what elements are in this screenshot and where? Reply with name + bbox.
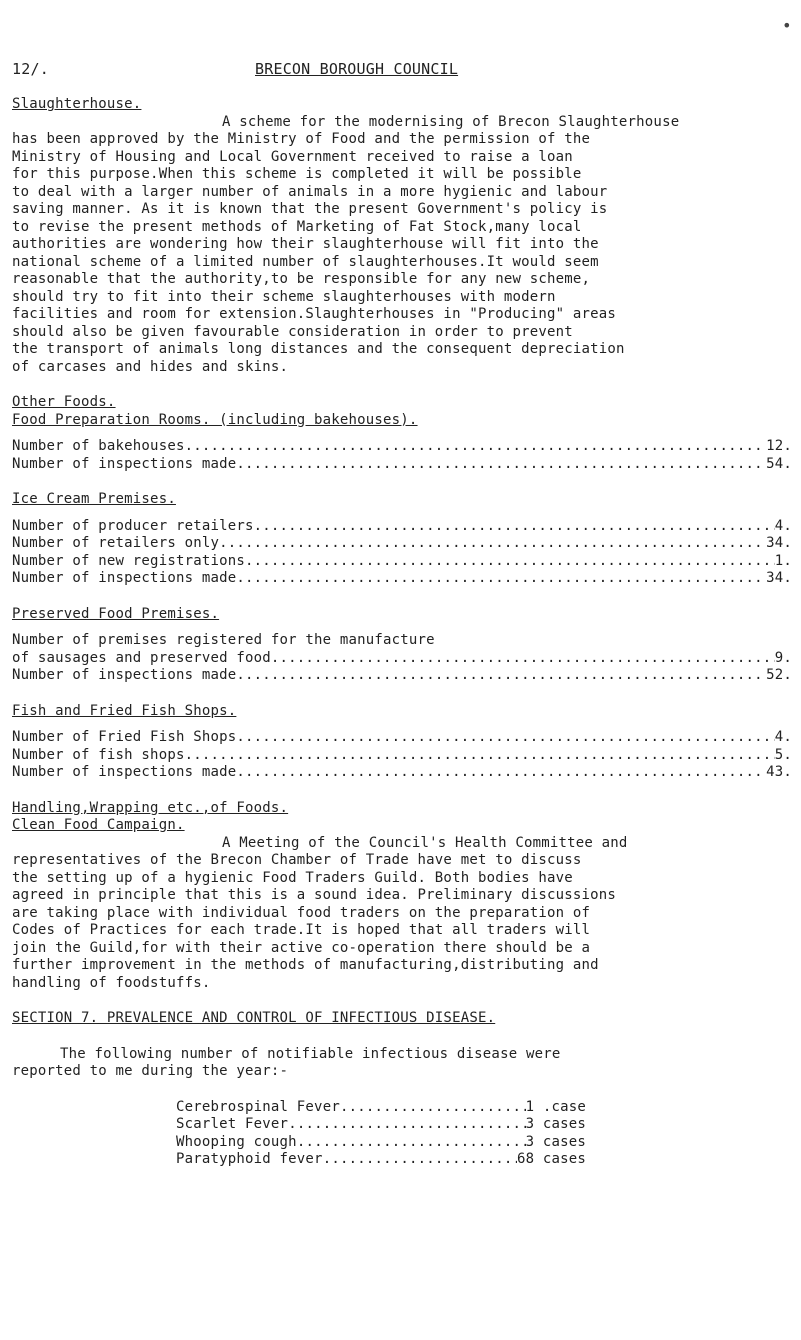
list-item xyxy=(12,747,792,765)
paragraph-line: are taking place with individual food traders on the preparation of xyxy=(12,904,591,921)
item-label: Number of inspections made xyxy=(12,764,237,780)
item-value: 34. xyxy=(766,570,792,586)
list-item xyxy=(12,764,792,782)
paragraph-line: for this purpose.When this scheme is completed it will be possible xyxy=(12,166,582,182)
paragraph-line: Codes of Practices for each trade.It is hoped that all traders will xyxy=(12,922,591,938)
list-item xyxy=(12,729,792,747)
disease-list xyxy=(176,1099,586,1169)
item-value: 5. xyxy=(774,746,792,763)
paragraph-line: of carcases and hides and skins. xyxy=(12,358,289,375)
item-label: Number of retailers only xyxy=(12,535,220,551)
item-value: 3 cases xyxy=(525,1116,586,1132)
paragraph-line: Ministry of Housing and Local Government received to raise a loan xyxy=(12,148,573,165)
paragraph-line: the setting up of a hygienic Food Traders Guild. Both bodies have xyxy=(12,869,573,886)
paragraph-line: reasonable that the authority,to be responsible for any new scheme, xyxy=(12,271,591,287)
dot-leader xyxy=(340,1099,526,1117)
item-label: Number of inspections made xyxy=(12,455,237,472)
dot-leader xyxy=(236,729,774,747)
item-value: 68 cases xyxy=(516,1151,586,1167)
item-label: Number of inspections made xyxy=(12,667,237,683)
list-item xyxy=(12,518,792,536)
other-foods-heading: Other Foods. xyxy=(12,394,116,410)
item-label: Number of bakehouses xyxy=(12,438,185,454)
corner-mark: • xyxy=(782,16,792,35)
clean-food-subheading: Clean Food Campaign. xyxy=(12,817,185,833)
item-value: 1 .case xyxy=(525,1098,586,1115)
dot-leader xyxy=(236,764,766,782)
list-item xyxy=(12,570,792,588)
dot-leader xyxy=(245,553,775,571)
dot-leader xyxy=(271,650,775,668)
fish-shops-heading: Fish and Fried Fish Shops. xyxy=(12,702,237,719)
dot-leader xyxy=(236,456,766,474)
dot-leader xyxy=(323,1151,517,1169)
paragraph-line: authorities are wondering how their slaughterhouse will fit into the xyxy=(12,236,599,252)
dot-leader xyxy=(236,570,766,588)
paragraph-line: should also be given favourable consideration in order to prevent xyxy=(12,323,573,340)
item-value: 1. xyxy=(774,552,792,569)
item-value: 34. xyxy=(766,535,792,551)
list-item xyxy=(176,1116,586,1134)
document-body xyxy=(12,96,792,1169)
item-label: Scarlet Fever xyxy=(176,1116,289,1132)
item-label: Number of new registrations xyxy=(12,552,245,569)
paragraph-line: saving manner. As it is known that the present Government's policy is xyxy=(12,201,608,217)
paragraph-line: to deal with a larger number of animals in a more hygienic and labour xyxy=(12,183,608,200)
paragraph-line: The following number of notifiable infectious disease were xyxy=(60,1045,561,1062)
food-preparation-subheading: Food Preparation Rooms. (including bakehouses). xyxy=(12,411,418,428)
list-item xyxy=(12,650,792,668)
paragraph-line: facilities and room for extension.Slaughterhouses in "Producing" areas xyxy=(12,306,617,322)
item-label: Paratyphoid fever xyxy=(176,1151,323,1167)
slaughterhouse-paragraph xyxy=(12,114,792,377)
paragraph-line: A scheme for the modernising of Brecon Slaughterhouse xyxy=(222,113,680,130)
item-label: Whooping cough xyxy=(176,1133,297,1150)
paragraph-line: further improvement in the methods of manufacturing,distributing and xyxy=(12,957,599,973)
page-title: BRECON BOROUGH COUNCIL xyxy=(255,60,459,78)
list-item xyxy=(176,1151,586,1169)
list-item xyxy=(12,438,792,456)
paragraph-line: A Meeting of the Council's Health Committee and xyxy=(222,834,628,851)
paragraph-line: national scheme of a limited number of slaughterhouses.It would seem xyxy=(12,253,599,270)
item-value: 52. xyxy=(766,667,792,683)
dot-leader xyxy=(297,1134,526,1152)
item-label: Number of producer retailers xyxy=(12,517,254,534)
item-value: 4. xyxy=(774,729,792,745)
list-item xyxy=(12,553,792,571)
section-7-heading: SECTION 7. PREVALENCE AND CONTROL OF INFECTIOUS DISEASE. xyxy=(12,1010,496,1026)
slaughterhouse-heading: Slaughterhouse. xyxy=(12,96,142,112)
item-value: 12. xyxy=(766,438,792,454)
item-value: 43. xyxy=(766,764,792,780)
list-item xyxy=(176,1099,586,1117)
item-value: 3 cases xyxy=(525,1133,586,1150)
paragraph-line: the transport of animals long distances and the consequent depreciation xyxy=(12,341,625,357)
item-label: Number of inspections made xyxy=(12,570,237,586)
list-item xyxy=(12,667,792,685)
item-value: 4. xyxy=(774,517,792,534)
dot-leader xyxy=(288,1116,525,1134)
list-item xyxy=(12,535,792,553)
item-label: Number of fish shops xyxy=(12,746,185,763)
dot-leader xyxy=(185,747,775,765)
paragraph-line: handling of foodstuffs. xyxy=(12,974,211,991)
item-label: Number of Fried Fish Shops xyxy=(12,729,237,745)
item-value: 54. xyxy=(766,455,792,472)
list-item xyxy=(176,1134,586,1152)
page-number: 12/. xyxy=(12,60,49,78)
list-item-text: Number of premises registered for the manufacture xyxy=(12,632,435,648)
handling-paragraph xyxy=(12,835,792,993)
dot-leader xyxy=(254,518,775,536)
paragraph-line: join the Guild,for with their active co-operation there should be a xyxy=(12,939,591,956)
dot-leader xyxy=(236,667,766,685)
handling-heading: Handling,Wrapping etc.,of Foods. xyxy=(12,799,289,816)
paragraph-line: has been approved by the Ministry of Food and the permission of the xyxy=(12,131,591,147)
dot-leader xyxy=(219,535,766,553)
paragraph-line: agreed in principle that this is a sound idea. Preliminary discussions xyxy=(12,887,617,903)
item-label: of sausages and preserved food xyxy=(12,649,271,666)
ice-cream-heading: Ice Cream Premises. xyxy=(12,491,176,507)
preserved-food-heading: Preserved Food Premises. xyxy=(12,605,220,622)
paragraph-line: should try to fit into their scheme slaughterhouses with modern xyxy=(12,288,556,305)
paragraph-line: to revise the present methods of Marketing of Fat Stock,many local xyxy=(12,218,582,235)
list-item xyxy=(12,456,792,474)
item-label: Cerebrospinal Fever xyxy=(176,1098,340,1115)
item-value: 9. xyxy=(774,649,792,666)
dot-leader xyxy=(185,438,767,456)
paragraph-line: reported to me during the year:- xyxy=(12,1063,289,1079)
paragraph-line: representatives of the Brecon Chamber of Trade have met to discuss xyxy=(12,852,582,868)
